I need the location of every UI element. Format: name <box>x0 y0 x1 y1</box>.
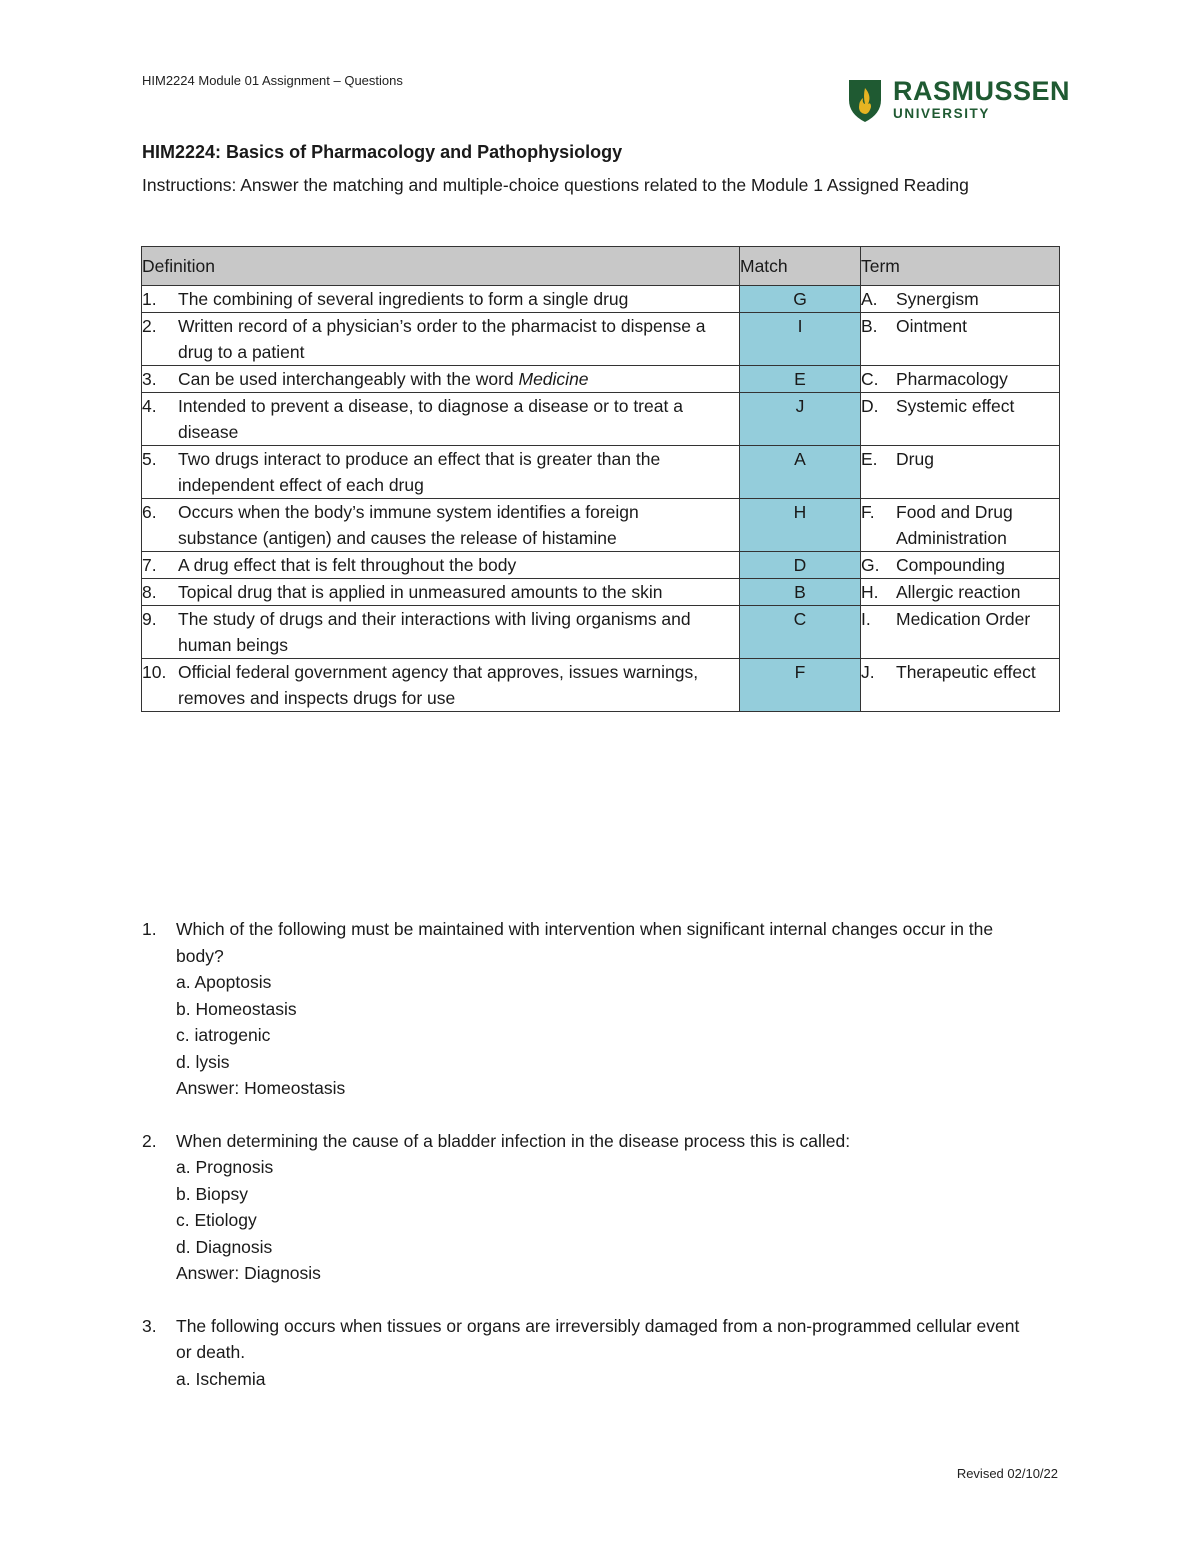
question-number: 2. <box>142 1130 157 1151</box>
term-letter: D. <box>861 396 879 416</box>
term-letter: C. <box>861 369 879 389</box>
document-header-label: HIM2224 Module 01 Assignment – Questions <box>142 73 403 88</box>
table-row <box>142 579 1060 606</box>
question <box>142 1313 1062 1393</box>
header-term: Term <box>861 247 1060 286</box>
question-option: c. Etiology <box>176 1210 257 1230</box>
row-match: D <box>740 552 861 579</box>
row-definition: Intended to prevent a disease, to diagnose a disease or to treat a disease <box>178 396 683 442</box>
question-text: Which of the following must be maintained with intervention when significant internal changes occur in the body? <box>176 919 994 966</box>
table-header-row <box>142 247 1060 286</box>
row-definition <box>178 366 708 392</box>
term-text: Compounding <box>896 555 1005 575</box>
question-answer: Answer: Diagnosis <box>176 1263 321 1283</box>
row-number: 2. <box>142 316 157 336</box>
logo-subtitle: UNIVERSITY <box>893 106 991 121</box>
logo-name: RASMUSSEN <box>893 76 1071 106</box>
instructions: Instructions: Answer the matching and multiple-choice questions related to the Module 1 Assigned Reading <box>142 175 969 195</box>
table-row <box>142 286 1060 313</box>
question <box>142 916 1062 1102</box>
university-logo <box>845 76 1071 126</box>
row-match: G <box>740 286 861 313</box>
row-match: J <box>740 393 861 446</box>
table-row <box>142 606 1060 659</box>
row-match: C <box>740 606 861 659</box>
question-text: The following occurs when tissues or organs are irreversibly damaged from a non-programmed cellular event or death. <box>176 1315 1020 1362</box>
term-letter: E. <box>861 449 878 469</box>
question-number: 1. <box>142 919 157 939</box>
header-match: Match <box>740 247 861 286</box>
row-number: 9. <box>142 609 157 629</box>
question-number: 3. <box>142 1315 157 1336</box>
question <box>142 1128 1062 1287</box>
question-option: a. Ischemia <box>176 1368 266 1389</box>
matching-table <box>141 246 1060 712</box>
row-match: E <box>740 366 861 393</box>
row-number: 7. <box>142 555 157 575</box>
row-match: F <box>740 659 861 712</box>
term-letter: G. <box>861 555 880 575</box>
term-text: Allergic reaction <box>896 582 1021 602</box>
row-number: 6. <box>142 502 157 522</box>
term-letter: J. <box>861 662 875 682</box>
row-match: A <box>740 446 861 499</box>
question-option: b. Biopsy <box>176 1183 248 1204</box>
table-row <box>142 659 1060 712</box>
row-definition: Two drugs interact to produce an effect that is greater than the independent effect of each drug <box>178 449 661 495</box>
term-text: Systemic effect <box>896 396 1015 416</box>
term-letter: A. <box>861 289 878 309</box>
question-answer: Answer: Homeostasis <box>176 1078 346 1098</box>
term-text: Drug <box>896 449 934 469</box>
table-row <box>142 552 1060 579</box>
row-definition: Official federal government agency that approves, issues warnings, removes and inspects drugs for use <box>178 662 699 708</box>
term-text: Therapeutic effect <box>896 662 1036 682</box>
term-text: Synergism <box>896 289 979 309</box>
row-definition: Written record of a physician’s order to the pharmacist to dispense a drug to a patient <box>178 316 706 362</box>
term-letter: B. <box>861 316 878 336</box>
term-text: Medication Order <box>896 609 1031 629</box>
table-row <box>142 499 1060 552</box>
row-definition: The combining of several ingredients to form a single drug <box>178 289 629 309</box>
row-number: 3. <box>142 369 157 389</box>
question-option: d. lysis <box>176 1051 230 1072</box>
question-option: c. iatrogenic <box>176 1025 271 1045</box>
question-option: a. Prognosis <box>176 1157 274 1177</box>
shield-flame-icon <box>845 76 885 124</box>
row-number: 4. <box>142 396 157 416</box>
term-text: Food and Drug Administration <box>896 502 1013 548</box>
question-text: When determining the cause of a bladder infection in the disease process this is called: <box>176 1130 851 1151</box>
term-text: Ointment <box>896 316 967 336</box>
row-definition: A drug effect that is felt throughout the body <box>178 555 517 575</box>
row-number: 10. <box>142 662 167 682</box>
term-text: Pharmacology <box>896 369 1008 389</box>
row-match: B <box>740 579 861 606</box>
revision-date: Revised 02/10/22 <box>956 1466 1058 1481</box>
page-title: HIM2224: Basics of Pharmacology and Pathophysiology <box>142 142 623 162</box>
row-definition: Occurs when the body’s immune system identifies a foreign substance (antigen) and causes the release of histamine <box>178 502 639 548</box>
row-match: H <box>740 499 861 552</box>
question-option: a. Apoptosis <box>176 972 272 992</box>
table-row <box>142 446 1060 499</box>
question-option: b. Homeostasis <box>176 998 297 1019</box>
row-definition: The study of drugs and their interactions with living organisms and human beings <box>178 609 691 655</box>
row-definition: Topical drug that is applied in unmeasured amounts to the skin <box>178 582 663 602</box>
row-number: 8. <box>142 582 157 602</box>
row-match: I <box>740 313 861 366</box>
row-number: 5. <box>142 449 157 469</box>
row-number: 1. <box>142 289 157 309</box>
row-definition-emphasis: Medicine <box>518 369 589 389</box>
table-row <box>142 313 1060 366</box>
term-letter: F. <box>861 502 875 522</box>
table-row <box>142 366 1060 393</box>
row-definition-text: Can be used interchangeably with the word <box>178 369 519 389</box>
term-letter: H. <box>861 582 879 602</box>
question-option: d. Diagnosis <box>176 1236 273 1257</box>
table-row <box>142 393 1060 446</box>
header-definition: Definition <box>142 247 740 286</box>
multiple-choice-questions <box>142 916 1062 1418</box>
term-letter: I. <box>861 609 871 629</box>
